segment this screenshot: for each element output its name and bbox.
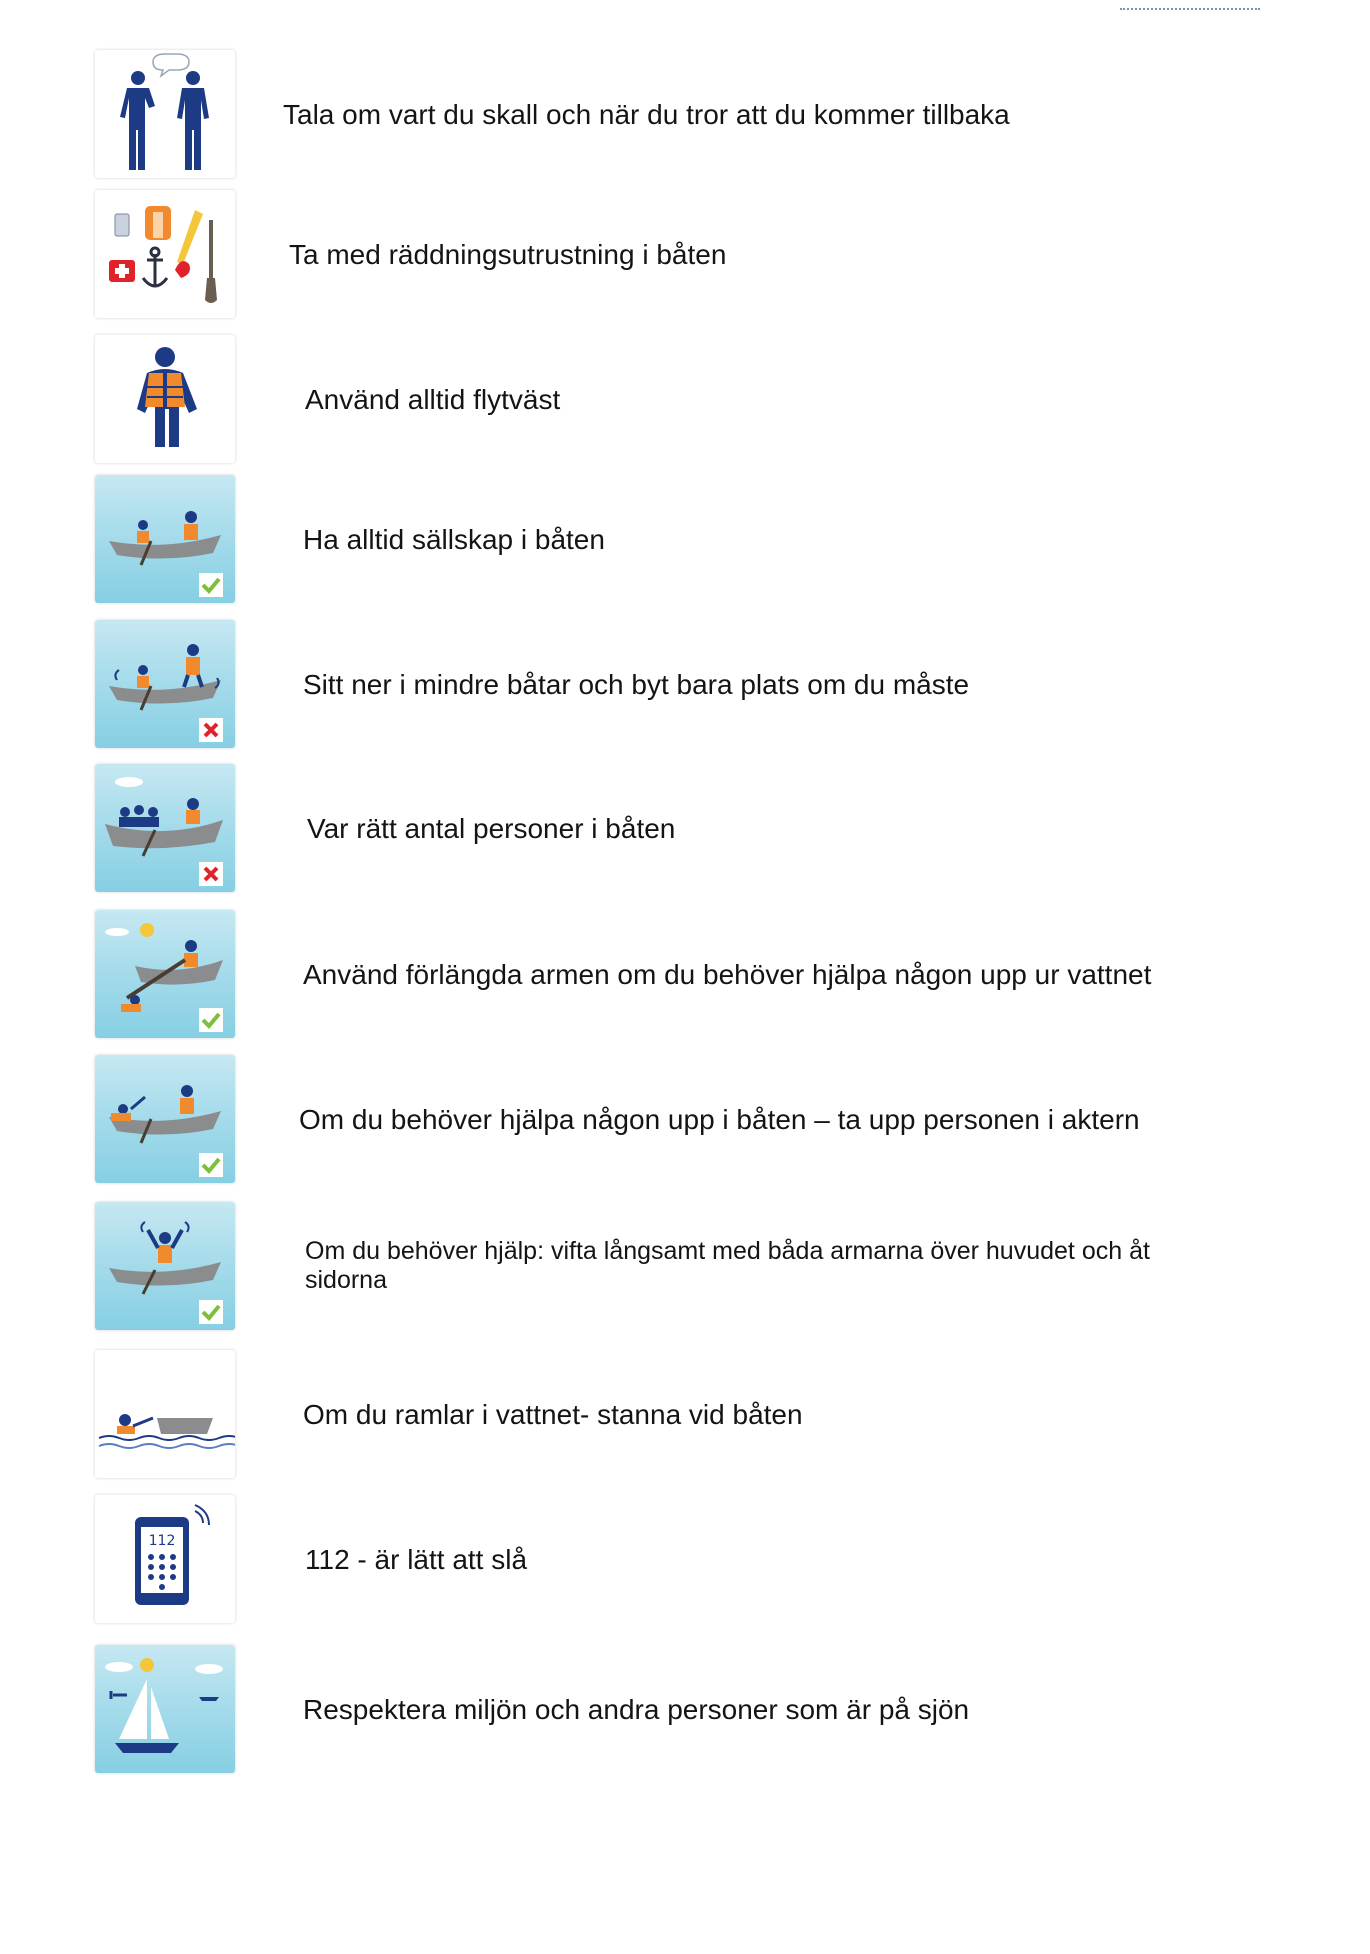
rowboat-two-people-icon: [95, 475, 235, 603]
person-by-capsized-boat-icon: [95, 1350, 235, 1478]
item-text: Använd förlängda armen om du behöver hjälpa någon upp ur vattnet: [303, 958, 1152, 990]
rescue-equipment-icon: [95, 190, 235, 318]
stern-rescue-icon: [95, 1055, 235, 1183]
overloaded-rowboat-icon: [95, 764, 235, 892]
item-text: Respektera miljön och andra personer som är på sjön: [303, 1693, 970, 1725]
item-text: Tala om vart du skall och när du tror att du kommer tillbaka: [283, 98, 1010, 130]
item-text: Om du behöver hjälp: vifta långsamt med båda armarna över huvudet och åt sidorna: [305, 1237, 1150, 1294]
item-text: Ha alltid sällskap i båten: [303, 523, 605, 555]
item-text: Ta med räddningsutrustning i båten: [289, 238, 727, 270]
rowboat-standing-person-icon: [95, 620, 235, 748]
item-text: 112 - är lätt att slå: [305, 1543, 528, 1575]
oar-rescue-icon: [95, 910, 235, 1038]
mobile-phone-112-icon: [95, 1495, 235, 1623]
sailboat-icon: [95, 1645, 235, 1773]
header-line: [1120, 3, 1260, 10]
item-text: Använd alltid flytväst: [305, 383, 561, 415]
two-people-talking-icon: [95, 50, 235, 178]
item-text: Om du ramlar i vattnet- stanna vid båten: [303, 1398, 803, 1430]
item-text: Sitt ner i mindre båtar och byt bara plats om du måste: [303, 668, 970, 700]
phone-number-label: 112: [148, 1533, 176, 1549]
waving-for-help-icon: [95, 1202, 235, 1330]
item-text: Var rätt antal personer i båten: [307, 812, 676, 844]
item-text: Om du behöver hjälpa någon upp i båten – ta upp personen i aktern: [299, 1103, 1140, 1135]
life-jacket-person-icon: [95, 335, 235, 463]
